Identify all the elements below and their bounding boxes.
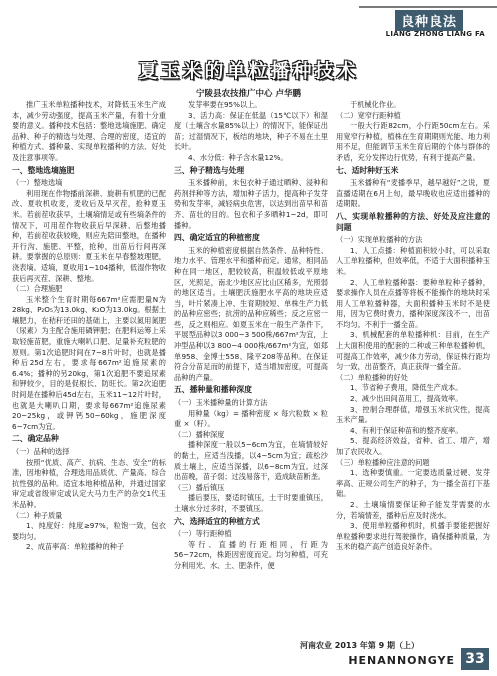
header-rule <box>359 6 497 8</box>
paragraph: 按照“优质、高产、抗病、生态、安全”的标准，因地种植，合理选用品质优、产量高、综合抗性强的品种。适宜本地种植品种，并通过国家审定或省级审定或认定大马力生产的杂交1代玉米品种。 <box>12 457 166 509</box>
page-header <box>0 0 497 44</box>
article-author: 宁陵县农技推广中心 卢华鹏 <box>196 89 301 99</box>
column-subtitle: LIANG ZHONG LIANG FA <box>385 30 485 38</box>
paragraph: 用种量（kg）= 播种密度 × 每穴粒数 × 粒重 ×（籽）。 <box>174 408 328 429</box>
page-number: 33 <box>461 648 489 670</box>
paragraph: 2、人工单粒播种器：要种单粒种子播种，要求操作人员在点播等将板不能操作的地块时采用人工单粒播种器，大面积播种玉米时不是使用，因为它费时费力，播种深度深浅不一，出苗不均匀。不利于一播全苗。 <box>336 277 490 329</box>
paragraph: 播后要压，要适时镇压，土干时要重镇压，土壤水分过多时，不要镇压。 <box>174 493 328 513</box>
paragraph: 1、节省种子费用，降低生产成本。 <box>350 383 463 393</box>
paragraph: 1、人工点播：种植面积较小时，可以采取人工单粒播种，但效率低，不适于大面积播种玉米。 <box>336 245 490 276</box>
page-footer <box>0 620 497 676</box>
paragraph: 3、机械配套的单粒播种机：目前，在生产上大面积使用的配套的二种或三种单粒播种机，可提高工作效率，减少体力劳动，保证株行距均匀一致，出苗整齐，真正获得一播全苗。 <box>336 330 490 372</box>
paragraph: 玉米整个生育时期每667m²应需肥量N为28kg、P₂O₅为13.0kg、K₂O为13.0kg。根据土壤肥力，在秸秆还田的基础上，主要以氮用氮肥（尿素）为主配合施用磷钾肥；在肥料运筹上采取轻施苗肥，重施大喇叭口肥、足量补充粒肥的原则。第1次追肥时间在7~8片叶时，也就是播种后25d左右，要求每667m²追施尿素的6.4%；播种的另20kg，第1次追肥不要追尿素和钾较少，目的是促根长、防旺长。第2次追肥时间是在播种后45d左右，玉米11~12片叶时，也就是大喇叭口期，要求每667m²追施尿素20~25kg，或钾钙50~60kg，施肥深度6~7cm为宜。 <box>12 294 166 431</box>
paragraph: 2、减少出田间苗用工，提高效率。 <box>350 394 463 404</box>
journal-brand: HENANNONGYE <box>348 654 455 667</box>
issue-label: 河南农业 2013 年第 9 期（上） <box>300 641 419 650</box>
column-title: 良种良法 <box>395 10 463 31</box>
paragraph: 发芽率要在95%以上。 <box>188 100 262 109</box>
section-heading: （二）种子质量 <box>12 510 63 520</box>
section-heading: 八、实现单粒播种的方法、好处及应注意的问题 <box>336 211 490 232</box>
section-heading: （二）播种深度 <box>174 429 225 439</box>
paragraph: 玉米播种前，未包衣种子通过晒种、浸种和药剂拌种等方法，增加种子活力，提高种子发芽势和发芽率，减轻病虫危害，以达到出苗早和苗齐、苗壮的目的。包衣和子多晒种1~2d，即可播种。 <box>174 178 328 230</box>
text-column-2 <box>174 100 328 620</box>
section-heading: （一）实现单粒播种的方法 <box>336 235 423 245</box>
section-heading: （二）合理施肥 <box>12 284 63 294</box>
paragraph: 等行、直播的行距相同，行距为56~72cm，株距因密度而定。均匀种植，可充分利用光、水、土、肥条件，便 <box>174 539 328 570</box>
section-heading: （三）单粒播种应注意的问题 <box>336 457 430 467</box>
paragraph: 4、有利于保证种苗和的整齐度率。 <box>350 425 463 435</box>
section-heading: 二、确定品种 <box>12 434 59 444</box>
paragraph: 2、成苗率高：单粒播种的种子 <box>26 542 125 552</box>
section-heading: 五、播种量和播种深度 <box>174 385 252 395</box>
paragraph: 利用现在作物播前深耕、旋耕有机肥的已配改、夏收机收麦，麦收后及早灭茬，抢种夏玉米。若前茬收获早，土壤墒情足或有些墒条件的情况下，可用茬作物收获后早深耕、后整地播种，若前茬收获较晚，则应先陪田整地，在播种开行沟、施肥、平整，抢种，出苗后行间再深耕。要掌握的总原则：夏玉米在早春整坡理肥，浇表墒。适墒，夏收用1~104播种，低湿作物收获后再灭茬、深耕、整地。 <box>12 188 166 283</box>
paragraph: 1、选种要慎重。一定要选质量过硬、发芽率高、正规公司生产的种子，为一播全苗打下基础。 <box>336 468 490 499</box>
paragraph: 于机械化作业。 <box>350 100 401 109</box>
section-heading: （一）玉米播种量的计算方法 <box>174 398 268 408</box>
section-heading: 四、确定适宜的种植密度 <box>174 233 260 243</box>
text-column-1 <box>12 100 166 620</box>
paragraph: 3、活力高：保证在低温（15℃以下）和湿度（土壤含水量85%以上）的情况下，能保证出苗；过湿情况下，板结的地块，种子不易在土里长叶。 <box>174 110 328 152</box>
section-heading: 六、选择适宜的种植方式 <box>174 516 260 526</box>
paragraph: 玉米的种植密度根据自然条件、品种特性、地力水平、管理水平和播种而定。通常，相同品种在同一地区，肥较较高，积温较低或平原地区，光照足，南北少地区应比山区稀多，光照弱的地区适当。土壤肥沃施肥水平高的地块应适当，叶片紧凑上冲、生育期较短、单株生产力低的品种应密些；抗涝的品种应稀些；反之应密一些，反之则相应。如夏玉米在一般生产条件下，平展型品种以3 000~3 500株/667m²为宜，上冲型品种以3 800~4 000株/667m²为宜，如郑单958、金博士558、隆平208等品种。在保证符合分苗足而的前提下，适当增加密度，可提高品种的产量。 <box>174 245 328 382</box>
section-heading: 一、整地选墒施肥 <box>12 165 75 175</box>
paragraph: 推广玉米单粒播种技术，对降低玉米生产成本，减少劳动强度，提高玉米产量，有着十分重要的意义。播种技术包括：整地选墒施肥、确定品种、种子的精选与处理、合理的密度，适宜的种植方式、播种量、实现单粒播种的方法、好处及注意事项等。 <box>12 100 166 162</box>
paragraph: 3、使用单粒播种机时，机播手要能把握好单粒播种要求进行驾驶操作，确保播种质量，为玉米的稳产高产创造良好条件。 <box>336 521 490 552</box>
paragraph: 5、提高经济效益，省种、省工、增产，增加了农民收入。 <box>336 436 490 456</box>
section-heading: （二）单粒播种的好处 <box>336 372 408 382</box>
section-heading: 七、适时种好玉米 <box>336 165 399 175</box>
section-heading: （三）播后镇压 <box>174 482 225 492</box>
paragraph: 1、纯度好：纯度≥97%，粒饱一致，包衣要均匀。 <box>12 521 166 541</box>
paragraph: 2、土壤墒情要保证种子能发芽需要的水分，若墒情差，播种后应及时浇水。 <box>336 499 490 520</box>
paragraph: 播种深度一般以5~6cm为宜，在墒情较好的黏土，应适当浅播，以4~5cm为宜；疏松沙质土壤上，应适当深播，以6~8cm为宜。过深出苗晚，苗子弱；过浅易落干，造成缺苗断垄。 <box>174 440 328 482</box>
section-heading: 三、种子精选与处理 <box>174 165 245 175</box>
section-heading: （一）品种的选择 <box>12 447 70 456</box>
article-title: 夏玉米的单粒播种技术 <box>138 60 359 82</box>
section-heading: （二）宽窄行距种植 <box>336 110 401 120</box>
paragraph: 3、控制合理群值，增强玉米抗灾性，提高玉米产量。 <box>336 404 490 425</box>
section-heading: （一）整地选墒 <box>12 178 63 188</box>
text-column-3 <box>336 100 490 620</box>
paragraph: 玉米播种有“麦播季早，越早越好”之说，夏直播适期在6月上旬，最早晚收也应适出播种的适期限。 <box>336 178 490 209</box>
paragraph: 4、水分低：种子含水量12%。 <box>188 152 288 162</box>
article-body <box>12 100 490 620</box>
paragraph: 一般大行距82cm，小行距50cm左右。采用宽窄行种植，植株在生育期期则光能、地力利用不足，但能调节玉米生育后期的个体与群体的矛盾，充分发挥边行优势，有利于提高产量。 <box>336 121 490 162</box>
section-heading: （一）等行距种植 <box>174 529 232 539</box>
